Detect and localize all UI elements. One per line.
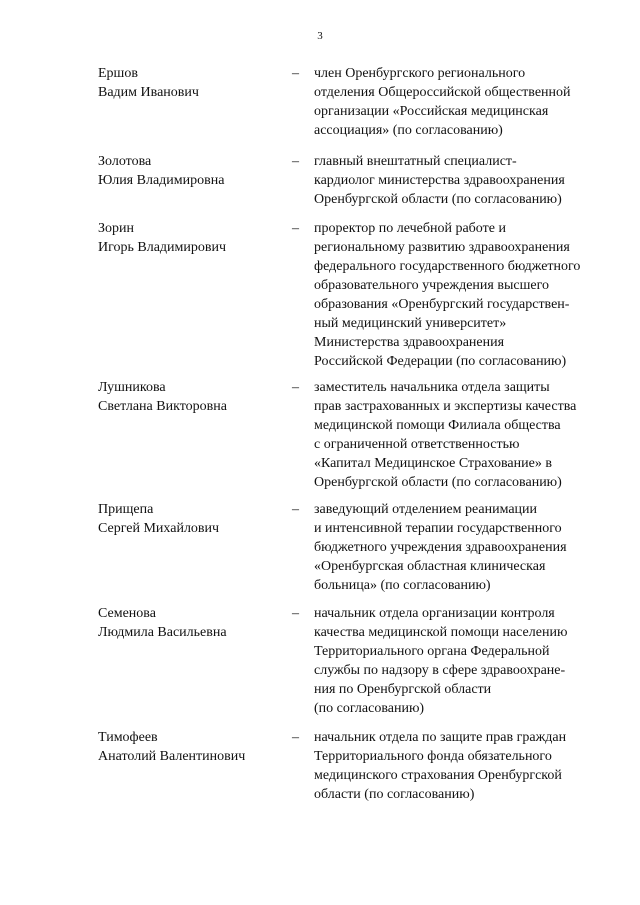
role-line: начальник отдела организации контроля	[314, 606, 555, 621]
role-line: (по согласованию)	[314, 701, 425, 716]
member-given-names: Анатолий Валентинович	[98, 749, 246, 764]
member-surname: Семенова	[98, 606, 156, 621]
member-role	[314, 500, 614, 595]
member-surname: Прищепа	[98, 502, 154, 517]
member-role	[314, 604, 614, 718]
role-line: Территориального органа Федеральной	[314, 644, 550, 659]
role-line: кардиолог министерства здравоохранения	[314, 173, 565, 188]
role-line: Территориального фонда обязательного	[314, 749, 552, 764]
dash-separator: –	[292, 154, 299, 169]
member-name	[98, 604, 278, 642]
member-given-names: Игорь Владимирович	[98, 240, 227, 255]
role-line: службы по надзору в сфере здравоохране-	[314, 663, 566, 678]
dash-separator: –	[292, 502, 299, 517]
dash-separator: –	[292, 730, 299, 745]
role-line: Министерства здравоохранения	[314, 335, 505, 350]
role-line: больница» (по согласованию)	[314, 578, 491, 593]
member-given-names: Сергей Михайлович	[98, 521, 220, 536]
role-line: медицинской помощи Филиала общества	[314, 418, 561, 433]
member-given-names: Вадим Иванович	[98, 85, 199, 100]
member-name	[98, 378, 278, 416]
role-line: заведующий отделением реанимации	[314, 502, 538, 517]
dash-separator: –	[292, 380, 299, 395]
dash-separator: –	[292, 221, 299, 236]
role-line: проректор по лечебной работе и	[314, 221, 506, 236]
role-line: «Оренбургская областная клиническая	[314, 559, 546, 574]
role-line: образовательного учреждения высшего	[314, 278, 549, 293]
role-line: «Капитал Медицинское Страхование» в	[314, 456, 552, 471]
member-role	[314, 219, 614, 371]
member-surname: Ершов	[98, 66, 138, 81]
member-role	[314, 728, 614, 804]
role-line: ния по Оренбургской области	[314, 682, 492, 697]
role-line: медицинского страхования Оренбургской	[314, 768, 562, 783]
member-given-names: Людмила Васильевна	[98, 625, 227, 640]
role-line: ный медицинский университет»	[314, 316, 507, 331]
member-name	[98, 728, 278, 766]
member-name	[98, 500, 278, 538]
member-surname: Золотова	[98, 154, 152, 169]
role-line: и интенсивной терапии государственного	[314, 521, 562, 536]
member-given-names: Светлана Викторовна	[98, 399, 227, 414]
role-line: начальник отдела по защите прав граждан	[314, 730, 567, 745]
member-role	[314, 152, 614, 209]
member-name	[98, 152, 278, 190]
role-line: региональному развитию здравоохранения	[314, 240, 570, 255]
dash-separator: –	[292, 606, 299, 621]
member-surname: Лушникова	[98, 380, 166, 395]
member-surname: Зорин	[98, 221, 134, 236]
dash-separator: –	[292, 66, 299, 81]
role-line: член Оренбургского регионального	[314, 66, 526, 81]
member-surname: Тимофеев	[98, 730, 158, 745]
role-line: Оренбургской области (по согласованию)	[314, 475, 562, 490]
role-line: области (по согласованию)	[314, 787, 475, 802]
role-line: федерального государственного бюджетного	[314, 259, 581, 274]
member-role	[314, 64, 614, 140]
member-name	[98, 219, 278, 257]
page-number: 3	[317, 30, 323, 42]
role-line: с ограниченной ответственностью	[314, 437, 520, 452]
role-line: ассоциация» (по согласованию)	[314, 123, 503, 138]
role-line: главный внештатный специалист-	[314, 154, 517, 169]
role-line: бюджетного учреждения здравоохранения	[314, 540, 567, 555]
member-role	[314, 378, 614, 492]
role-line: качества медицинской помощи населению	[314, 625, 568, 640]
role-line: Российской Федерации (по согласованию)	[314, 354, 567, 369]
role-line: образования «Оренбургский государствен-	[314, 297, 570, 312]
member-name	[98, 64, 278, 102]
role-line: прав застрахованных и экспертизы качества	[314, 399, 577, 414]
role-line: Оренбургской области (по согласованию)	[314, 192, 562, 207]
member-given-names: Юлия Владимировна	[98, 173, 225, 188]
role-line: заместитель начальника отдела защиты	[314, 380, 550, 395]
role-line: отделения Общероссийской общественной	[314, 85, 571, 100]
role-line: организации «Российская медицинская	[314, 104, 549, 119]
